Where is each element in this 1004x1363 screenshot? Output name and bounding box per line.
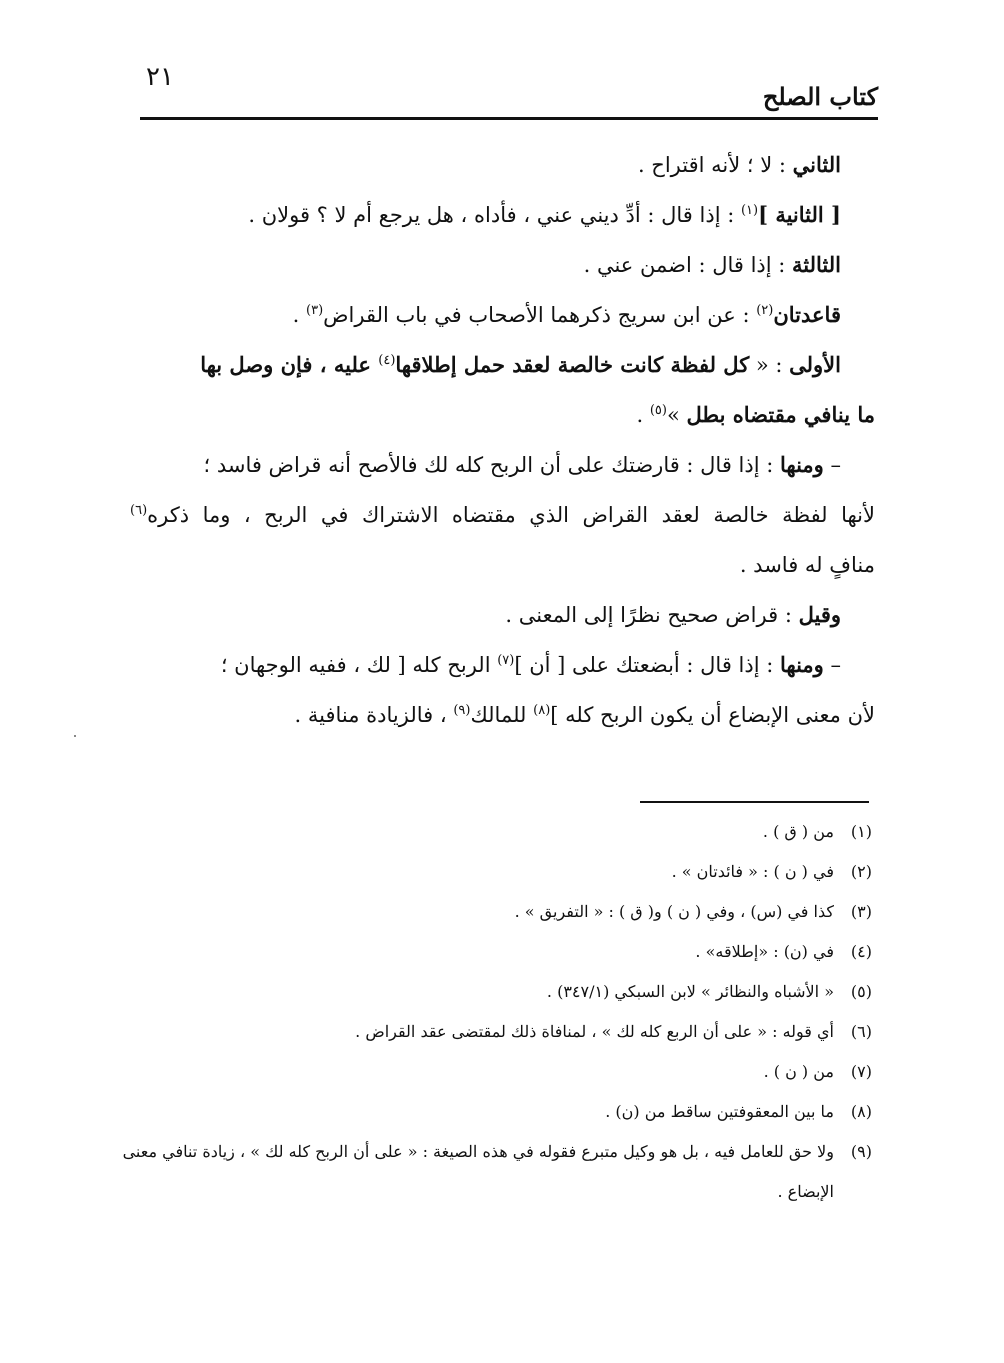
term-label: ومنها [780,652,824,677]
scan-speck [74,735,76,737]
text-line: – ومنها : إذا قال : قارضتك على أن الربح كله لك فالأصح أنه قراض فاسد ؛ [203,452,841,477]
footnote-item [110,1012,872,1052]
text-line: لأنها لفظة خالصة لعقد القراض الذي مقتضاه الاشتراك في الربح ، وما ذكره$^{(٦)}$ [130,503,875,527]
footnote-ref: (٨) [533,703,551,718]
running-title: كتاب الصلح [762,82,878,111]
footnote-number: (٢) [850,862,872,881]
footnote-item [110,812,872,852]
footnote-text: أي قوله : « على أن الربع كله لك » ، لمنافاة ذلك لمقتضى عقد القراض . [355,1022,834,1041]
footnotes [110,812,872,1212]
text-line: لأن معنى الإبضاع أن يكون الربح كله ]$^{(٨)}$ للمالك$^{(٩)}$ ، فالزيادة منافية . [294,703,875,727]
footnote-item [110,852,872,892]
text-line: الثاني : لا ؛ لأنه اقتراح . [637,152,841,177]
footnote-item [110,1132,872,1212]
footnote-item [110,1092,872,1132]
footnote-number: (٩) [850,1142,872,1161]
footnote-number: (٦) [850,1022,872,1041]
footnote-number: (٤) [850,942,872,961]
footnote-text: كذا في (س) ، وفي ( ن ) و( ق ) : « التفريق » . [514,902,834,921]
footnote-ref: (٢) [756,303,774,318]
footnote-ref: (٦) [130,503,148,518]
text-line: وقيل : قراض صحيح نظرًا إلى المعنى . [505,602,841,627]
footnote-item [110,932,872,972]
term-label: وقيل [798,602,841,627]
footnote-text: « الأشباه والنظائر » لابن السبكي (٣٤٧/١) . [546,982,834,1001]
text-line: الأولى : « كل لفظة كانت خالصة لعقد حمل إطلاقها$^{(٤)}$ عليه ، فإن وصل بها [200,352,841,377]
footnote-separator [640,801,869,803]
footnote-text: في ( ن ) : « فائدتان » . [671,862,834,881]
term-label: [ الثانية ] [758,202,841,227]
text-line: [ الثانية ]$^{(١)}$ : إذا قال : أدِّ ديني عني ، فأداه ، هل يرجع أم لا ؟ قولان . [248,202,841,227]
main-text [130,140,875,740]
text-line: منافٍ له فاسد . [739,553,875,577]
footnote-item [110,1052,872,1092]
quoted-rule: كل لفظة كانت خالصة لعقد حمل إطلاقها [395,352,750,377]
page-header [140,58,878,128]
footnote-item [110,892,872,932]
text-line: الثالثة : إذا قال : اضمن عني . [583,252,841,277]
footnote-text: ولا حق للعامل فيه ، بل هو وكيل متبرع فقوله في هذه الصيغة : « على أن الربح كله لك » ، زيادة تنافي معنى الإبضاع . [122,1142,834,1201]
footnote-number: (٣) [850,902,872,921]
term-label: الأولى [789,352,841,377]
quoted-rule: ما ينافي مقتضاه بطل [686,402,875,427]
footnote-item [110,972,872,1012]
footnote-ref: (٧) [497,653,515,668]
footnote-number: (١) [850,822,872,841]
footnote-text: ما بين المعقوفتين ساقط من (ن) . [605,1102,834,1121]
header-rule [140,117,878,120]
text-line: قاعدتان$^{(٢)}$ : عن ابن سريج ذكرهما الأصحاب في باب القراض$^{(٣)}$ . [292,302,841,327]
page-number: ٢١ [146,62,174,92]
footnote-ref: (٥) [649,403,667,418]
text-line: – ومنها : إذا قال : أبضعتك على [ أن ]$^{(٧)}$ الربح كله [ لك ، ففيه الوجهان ؛ [220,652,841,677]
footnote-ref: (٣) [306,303,324,318]
footnote-text: في (ن) : «إطلاقه» . [695,942,834,961]
term-label: قاعدتان [773,302,841,327]
footnote-ref: (١) [740,203,759,218]
term-label: الثاني [792,152,841,177]
footnote-number: (٨) [850,1102,872,1121]
text-line: ما ينافي مقتضاه بطل »$^{(٥)}$ . [636,402,875,427]
footnote-number: (٥) [850,982,872,1001]
footnote-text: من ( ن ) . [763,1062,834,1081]
footnote-number: (٧) [850,1062,872,1081]
footnote-ref: (٤) [378,353,396,368]
quoted-rule: عليه ، فإن وصل بها [200,352,379,377]
term-label: الثالثة [792,252,841,277]
footnote-ref: (٩) [453,703,471,718]
term-label: ومنها [780,452,824,477]
footnote-text: من ( ق ) . [762,822,834,841]
